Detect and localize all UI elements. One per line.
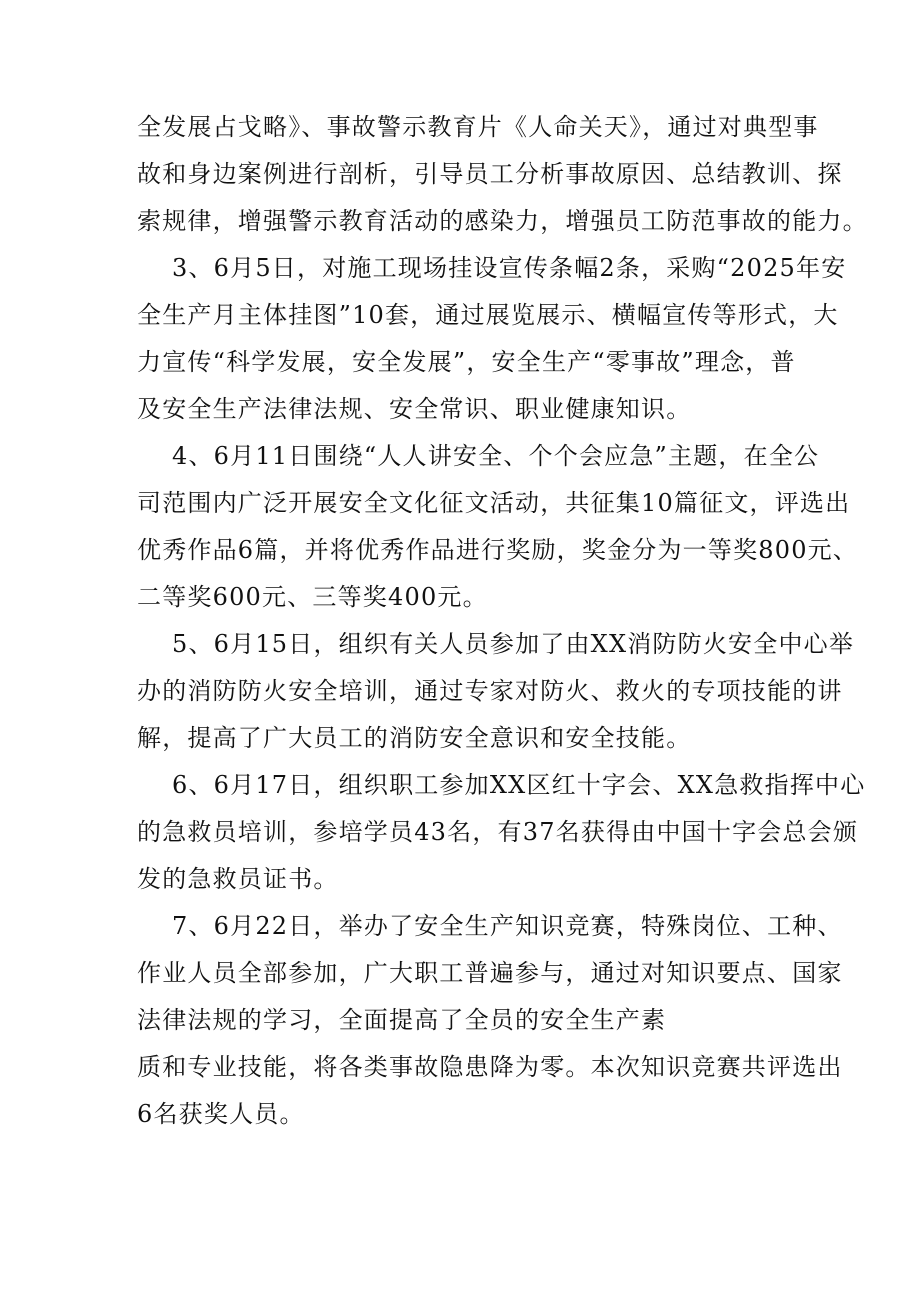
text-line: 全发展占戈略》、事故警示教育片《人命关天》，通过对典型事 [137, 113, 819, 141]
paragraph-6-first-line: 6、6月17日，组织职工参加XX区红十字会、XX急救指挥中心 [172, 771, 866, 799]
text-line: 发的急救员证书。 [137, 865, 339, 893]
text-line: 力宣传“科学发展，安全发展”，安全生产“零事故”理念，普 [137, 348, 796, 376]
text-line: 二等奖600元、三等奖400元。 [137, 583, 488, 611]
text-line: 的急救员培训，参培学员43名，有37名获得由中国十字会总会颁 [137, 818, 859, 846]
paragraph-3-first-line: 3、6月5日，对施工现场挂设宣传条幅2条，采购“2025年安 [172, 254, 847, 282]
text-line: 解，提高了广大员工的消防安全意识和安全技能。 [137, 724, 692, 752]
paragraph-7-first-line: 7、6月22日，举办了安全生产知识竞赛，特殊岗位、工种、 [172, 912, 843, 940]
text-line: 索规律，增强警示教育活动的感染力，增强员工防范事故的能力。 [137, 207, 868, 235]
text-line: 6名获奖人员。 [137, 1100, 305, 1128]
text-line: 作业人员全部参加，广大职工普遍参与，通过对知识要点、国家 [137, 959, 843, 987]
text-line: 优秀作品6篇，并将优秀作品进行奖励，奖金分为一等奖800元、 [137, 536, 859, 564]
text-line: 办的消防防火安全培训，通过专家对防火、救火的专项技能的讲 [137, 677, 843, 705]
text-line: 故和身边案例进行剖析，引导员工分析事故原因、总结教训、探 [137, 160, 843, 188]
text-line: 及安全生产法律法规、安全常识、职业健康知识。 [137, 395, 692, 423]
text-line: 法律法规的学习，全面提高了全员的安全生产素 [137, 1006, 667, 1034]
text-line: 质和专业技能，将各类事故隐患降为零。本次知识竞赛共评选出 [137, 1053, 843, 1081]
paragraph-4-first-line: 4、6月11日围绕“人人讲安全、个个会应急”主题，在全公 [172, 442, 820, 470]
text-line: 全生产月主体挂图”10套，通过展览展示、横幅宣传等形式，大 [137, 301, 839, 329]
text-line: 司范围内广泛开展安全文化征文活动，共征集10篇征文，评选出 [137, 489, 851, 517]
paragraph-5-first-line: 5、6月15日，组织有关人员参加了由XX消防防火安全中心举 [172, 630, 855, 658]
